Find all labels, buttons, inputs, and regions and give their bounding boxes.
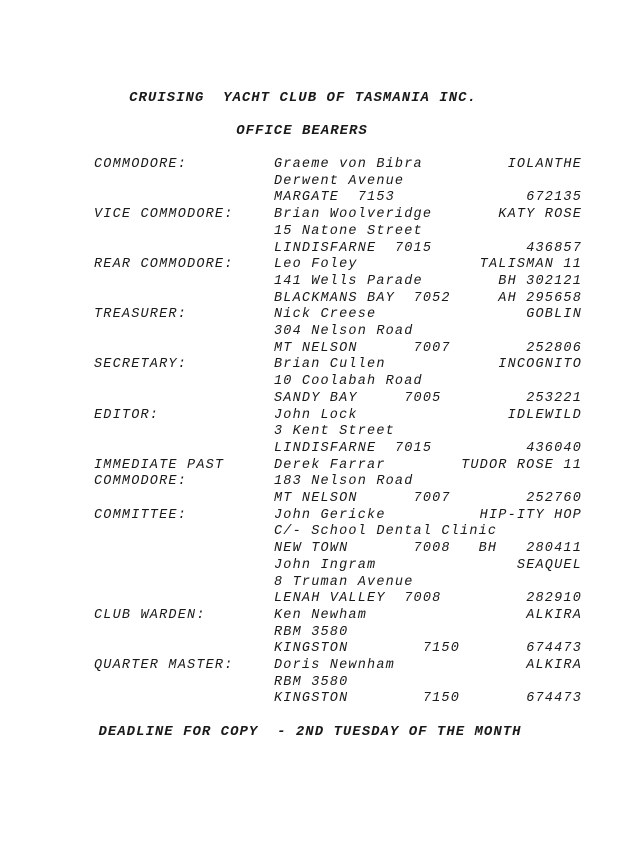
role-label: SECRETARY: <box>94 357 188 373</box>
role-label: CLUB WARDEN: <box>94 607 206 623</box>
phone-number: 436857 <box>526 240 582 256</box>
role-label: QUARTER MASTER: <box>94 658 234 673</box>
deadline-footer: DEADLINE FOR COPY - 2ND TUESDAY OF THE MONTH <box>98 724 522 740</box>
yacht-name: INCOGNITO <box>498 357 582 373</box>
member-town: BLACKMANS BAY 7052 <box>274 290 451 306</box>
member-town: MARGATE 7153 <box>274 190 395 206</box>
member-name: Derek Farrar <box>274 457 386 473</box>
member-name: Brian Woolveridge <box>274 207 433 223</box>
yacht-name: ALKIRA <box>526 607 582 623</box>
yacht-name: TUDOR ROSE 11 <box>461 457 582 473</box>
member-town: LINDISFARNE 7015 <box>274 440 433 456</box>
phone-number: 252806 <box>526 340 582 356</box>
member-town: MT NELSON 7007 <box>274 340 451 356</box>
member-address: 141 Wells Parade <box>274 273 423 289</box>
member-town: LINDISFARNE 7015 <box>274 240 433 256</box>
phone-number: 672135 <box>526 190 582 206</box>
phone-number: BH 302121 <box>498 273 582 289</box>
yacht-name: KATY ROSE <box>498 207 582 223</box>
member-address: 10 Coolabah Road <box>274 374 423 390</box>
yacht-name: HIP-ITY HOP <box>479 507 582 523</box>
phone-number: 253221 <box>526 390 582 406</box>
member-address: Derwent Avenue <box>274 173 405 189</box>
phone-number: 674473 <box>526 691 582 707</box>
yacht-name: ALKIRA <box>526 658 582 673</box>
role-label: REAR COMMODORE: <box>94 257 234 273</box>
member-town: NEW TOWN 7008 BH <box>274 541 498 557</box>
club-name-heading: CRUISING YACHT CLUB OF TASMANIA INC. <box>129 90 477 106</box>
member-name: John Lock <box>274 407 358 423</box>
yacht-name: SEAQUEL <box>516 557 582 573</box>
member-address: 15 Natone Street <box>274 223 423 239</box>
member-name: Ken Newham <box>274 607 368 623</box>
member-address: 304 Nelson Road <box>274 324 414 339</box>
phone-number: 436040 <box>526 440 582 456</box>
member-address: 183 Nelson Road <box>274 474 414 490</box>
member-name: Nick Creese <box>274 307 377 323</box>
phone-number: AH 295658 <box>498 290 582 306</box>
role-label: COMMODORE: <box>94 157 188 172</box>
member-name: Doris Newnham <box>274 658 395 673</box>
role-label: IMMEDIATE PAST COMMODORE: <box>94 457 225 490</box>
member-name: John Ingram <box>274 557 377 573</box>
yacht-name: TALISMAN 11 <box>479 257 582 273</box>
member-address: RBM 3580 <box>274 624 349 640</box>
member-name: Brian Cullen <box>274 357 386 373</box>
phone-number: 252760 <box>526 491 582 506</box>
member-town: KINGSTON 7150 <box>274 641 461 657</box>
yacht-name: GOBLIN <box>526 307 582 323</box>
member-town: MT NELSON 7007 <box>274 491 451 506</box>
member-address: RBM 3580 <box>274 674 349 690</box>
member-town: LENAH VALLEY 7008 <box>274 591 442 607</box>
member-address: C/- School Dental Clinic <box>274 524 498 540</box>
phone-number: 280411 <box>526 541 582 557</box>
role-label: EDITOR: <box>94 407 160 423</box>
phone-number: 282910 <box>526 591 582 607</box>
role-label: VICE COMMODORE: <box>94 207 234 223</box>
member-address: 8 Truman Avenue <box>274 574 414 590</box>
yacht-name: IDLEWILD <box>507 407 582 423</box>
yacht-name: IOLANTHE <box>507 157 582 172</box>
member-name: Graeme von Bibra <box>274 157 423 172</box>
member-name: Leo Foley <box>274 257 358 273</box>
role-label: COMMITTEE: <box>94 507 188 523</box>
role-label: TREASURER: <box>94 307 188 323</box>
member-address: 3 Kent Street <box>274 424 395 440</box>
phone-number: 674473 <box>526 641 582 657</box>
member-town: KINGSTON 7150 <box>274 691 461 707</box>
office-bearers-heading: OFFICE BEARERS <box>236 123 368 139</box>
member-name: John Gericke <box>274 507 386 523</box>
member-town: SANDY BAY 7005 <box>274 390 442 406</box>
